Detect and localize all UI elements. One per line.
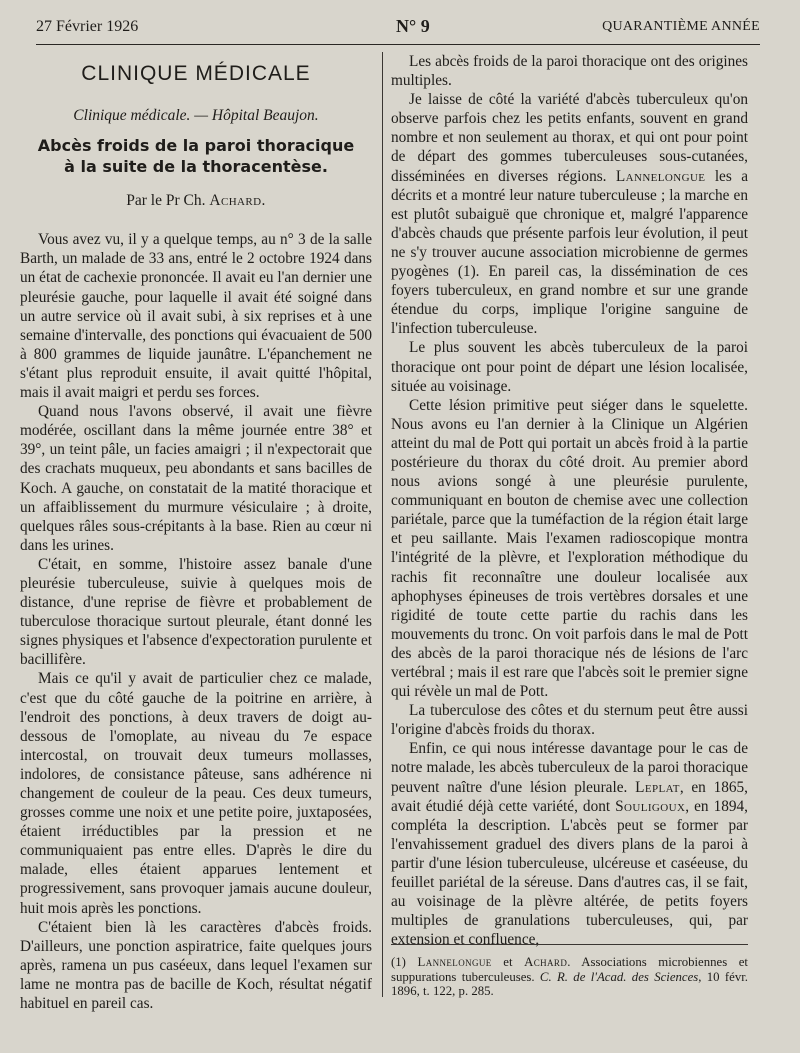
paragraph: La tuberculose des côtes et du sternum peut être aussi l'origine d'abcès froids du thorax. [391,702,748,739]
paragraph-text: , en 1894, compléta la description. L'abcès peut se former par l'envahissement graduel des divers plans de la paroi à partir d'une lésion tuberculeuse, ulcéreuse et caséeuse, du feuillet pariétal de la séreuse. Dans d'autres cas, il se fait, au voisinage de la plèvre altérée, de petits foyers multiples de granulations tuberculeuses, qui, par extension et confluence, [391,797,748,949]
footnote-mark: (1) [391,955,406,969]
right-column [391,52,748,949]
header-year: QUARANTIÈME ANNÉE [602,19,760,34]
section-title: CLINIQUE MÉDICALE [81,62,311,85]
footnote [391,955,748,999]
header-rule [36,44,760,45]
paragraph [391,739,748,949]
footnote-conj: et [503,955,513,969]
byline-prefix: Par le Pr Ch. [126,192,206,210]
paragraph: C'étaient bien là les caractères d'abcès froids. D'ailleurs, une ponction aspiratrice, faite quelques jours après, ramena un pus caséeux, dans lequel l'examen sur lame ne montra pas de bacille de Koch, résultat négatif habituel en pareil cas. [20,918,372,1013]
paragraph: Mais ce qu'il y avait de particulier chez ce malade, c'est que du côté gauche de la poitrine en arrière, à l'endroit des ponctions, à deux travers de doigt au-dessous de l'omoplate, au niveau du 7e espace intercostal, on trouvait deux tumeurs mollasses, indolores, de consistance pâteuse, sans adhérence ni changement de couleur de la peau. Ces deux tumeurs, grosses comme une noix et une petite poire, juxtaposées, étaient irréductibles par la pression et ne communiquaient pas entre elles. D'après le dire du malade, elles étaient apparues lentement et progressivement, sans provoquer jamais aucune douleur, huit mois après les ponctions. [20,670,372,917]
paragraph: C'était, en somme, l'histoire assez banale d'une pleurésie tuberculeuse, suivie à quelques mois de distance, d'une reprise de fièvre et probablement de tuberculose thoracique surtout pleurale, étant donné les signes physiques et l'absence d'expectoration purulente et bacillifère. [20,555,372,669]
paragraph: Le plus souvent les abcès tuberculeux de la paroi thoracique ont pour point de départ une lésion localisée, située au voisinage. [391,339,748,395]
footnote-author: Achard [524,955,568,969]
footnote-rule [391,944,748,945]
paragraph: Les abcès froids de la paroi thoracique ont des origines multiples. [391,53,748,90]
paragraph: Cette lésion primitive peut siéger dans le squelette. Nous avons eu l'an dernier à la Clinique un Algérien atteint du mal de Pott qui portait un abcès froid à la partie postérieure du thorax du côté droit. Au premier abord nous avions songé à une pleurésie purulente, communiquant en bouton de chemise avec une collection pariétale, parce que la tuméfaction de la région était large et peu saillante. Mais l'examen radioscopique montra l'intégrité de la plèvre, et l'exploration méthodique du rachis fit reconnaître une douleur localisée aux aphophyses épineuses de trois vertèbres dorsales et une rigidité de toute cette partie du rachis dans les mouvements du tronc. On voit parfois dans le mal de Pott des abcès de la paroi thoracique nés de lésions de l'arc vertébral ; mais il est rare que l'abcès soit le premier signe qui révèle un mal de Pott. [391,396,748,701]
column-divider [382,52,383,997]
paragraph-text: les a décrits et a montré leur nature tuberculeuse ; la marche en est plutôt subaiguë que chronique et, malgré l'apparence d'abcès chauds que présente parfois leur évolution, il peut ne s'y trouver aucune association microbienne de germes pyogènes (1). En pareil cas, la dissémination de ces foyers tuberculeux, en grand nombre et sur une grande étendue du corps, implique l'origine sanguine de l'infection tuberculeuse. [391,167,748,338]
paragraph-text: , en 1865, avait étudié déjà cette variété, dont [391,778,748,815]
paragraph: Quand nous l'avons observé, il avait une fièvre modérée, oscillant dans la même journée entre 38° et 39°, un teint pâle, un facies amaigri ; il n'expectorait que des crachats muqueux, peu abondants et sans bacilles de Koch. A gauche, on constatait de la matité thoracique et un affaiblissement du murmure vésiculaire ; à droite, quelques râles sous-crépitants à la base. Rien au cœur ni dans les urines. [20,403,372,554]
footnote-journal: C. R. de l'Acad. des Sciences [539,969,699,984]
footnote-author: Lannelongue [417,955,492,969]
issue-number: N° 9 [396,16,430,36]
author-name: Leplat [635,778,680,796]
article-title-line-2: à la suite de la thoracentèse. [64,157,328,177]
left-column [20,58,372,1013]
article-title [20,135,372,177]
paragraph: Vous avez vu, il y a quelque temps, au n° 3 de la salle Barth, un malade de 33 ans, entré le 2 octobre 1924 dans un état de cachexie prononcée. Il avait eu l'an dernier une pleurésie gauche, pour laquelle il avait été soigné dans un autre service où il avait subi, à six reprises et à une semaine d'intervalle, des ponctions qui évacuaient de 500 à 800 grammes de liquide jaunâtre. L'épanchement ne s'étant plus reproduit ensuite, il avait quitté l'hôpital, mais il avait maigri et perdu ses forces. [20,231,372,402]
page-header [36,16,760,42]
header-date: 27 Février 1926 [36,18,139,35]
byline [20,191,372,210]
author-name: Souligoux [615,797,686,815]
footnote-reference: , 10 févr. 1896, t. 122, p. 285. [391,969,748,998]
author-name: Lannelongue [615,167,706,185]
article-title-line-1: Abcès froids de la paroi thoracique [37,136,355,156]
paragraph [391,90,748,338]
footnote-text: . Associations microbiennes et suppurations tuberculeuses. [391,955,748,984]
paragraph-text: Enfin, ce qui nous intéresse davantage pour le cas de notre malade, les abcès tuberculeux de la paroi thoracique peuvent naître d'une lésion pleurale. [391,740,748,796]
paragraph-text: Je laisse de côté la variété d'abcès tuberculeux qu'on observe parfois chez les petits enfants, souvent en grand nombre et non seulement au thorax, et qui ont pour point de départ des gommes tuberculeuses sous-cutanées, disséminées en diverses régions. [391,91,748,185]
article-subtitle: Clinique médicale. — Hôpital Beaujon. [73,107,319,125]
byline-author: Achard. [209,192,266,210]
